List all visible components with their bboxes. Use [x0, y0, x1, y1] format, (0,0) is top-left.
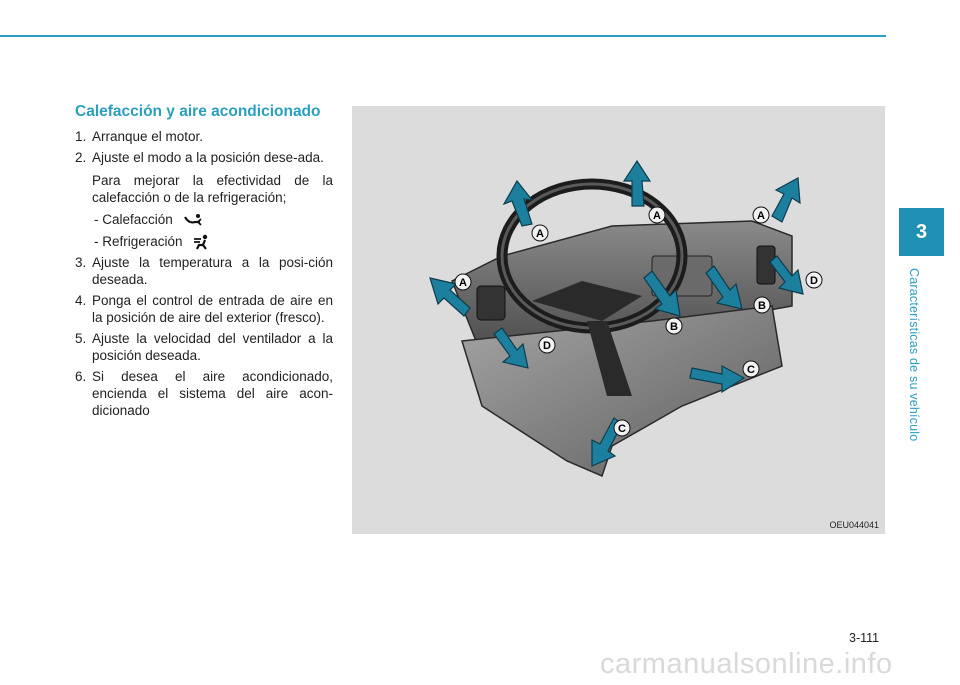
chapter-number-tab[interactable]: 3: [899, 208, 944, 256]
floor-mode-icon: [183, 213, 203, 227]
vent-label: [614, 420, 630, 436]
step-text: Arranque el motor.: [92, 129, 204, 144]
svg-text:D: D: [810, 275, 818, 287]
svg-text:C: C: [747, 364, 755, 376]
chapter-title-text: Características de su vehículo: [907, 268, 921, 442]
svg-text:B: B: [670, 321, 678, 333]
vent-label: [806, 272, 822, 288]
vent-label: [455, 274, 471, 290]
vent-label: [753, 207, 769, 223]
svg-text:A: A: [536, 228, 544, 240]
watermark: carmanualsonline.info: [600, 648, 893, 680]
steps-list: [75, 128, 333, 419]
svg-text:A: A: [459, 277, 467, 289]
step2-note: Para mejorar la efectividad de la calefacción o de la refrigeración;: [92, 173, 333, 205]
mode-heating: [92, 211, 333, 228]
instructions-column: [75, 104, 333, 423]
step-number: 5.: [75, 331, 87, 347]
step-item: [75, 149, 333, 250]
svg-text:A: A: [653, 210, 661, 222]
airflow-arrow-A: [772, 178, 800, 222]
face-mode-icon: [192, 234, 212, 250]
svg-text:A: A: [757, 210, 765, 222]
step-text: Si desea el aire acondicionado, encienda el sistema del aire acon-dicionado: [92, 369, 333, 419]
step-item: [75, 254, 333, 288]
svg-text:C: C: [618, 423, 626, 435]
vent-label: [532, 225, 548, 241]
step-number: 6.: [75, 369, 87, 385]
chapter-sidebar: [899, 0, 960, 685]
figure-code: OEU044041: [829, 520, 879, 530]
section-title: Calefacción y aire acondicionado: [75, 103, 321, 120]
svg-text:D: D: [543, 340, 551, 352]
vent-label: [539, 337, 555, 353]
vent-label: [649, 207, 665, 223]
step-item: [75, 292, 333, 326]
header-rule: [0, 35, 886, 37]
step-number: 2.: [75, 150, 87, 165]
vent-label: [754, 297, 770, 313]
step-text: Ajuste la velocidad del ventilador a la posición deseada.: [92, 331, 333, 364]
vent-label: [666, 318, 682, 334]
step-number: 1.: [75, 129, 87, 144]
mode-cooling-label: - Refrigeración: [94, 234, 183, 249]
mode-cooling: [92, 233, 333, 250]
step-number: 4.: [75, 293, 87, 309]
step-text: Ajuste el modo a la posición dese-ada.: [92, 150, 324, 165]
step-item: [75, 368, 333, 419]
svg-text:B: B: [758, 300, 766, 312]
step-text: Ajuste la temperatura a la posi-ción deseada.: [92, 255, 333, 288]
mode-heating-label: - Calefacción: [94, 212, 173, 227]
page-number: 3-111: [849, 631, 880, 645]
step-number: 3.: [75, 255, 87, 271]
vent-label: [743, 361, 759, 377]
step-item: [75, 128, 333, 145]
left-side-vent: [477, 286, 505, 320]
chapter-title-vertical: [907, 268, 922, 442]
dashboard-drawing: [352, 106, 885, 534]
step-text: Ponga el control de entrada de aire en la posición de aire del exterior (fresco).: [92, 293, 333, 326]
step-item: [75, 330, 333, 364]
dashboard-illustration: [352, 106, 885, 534]
